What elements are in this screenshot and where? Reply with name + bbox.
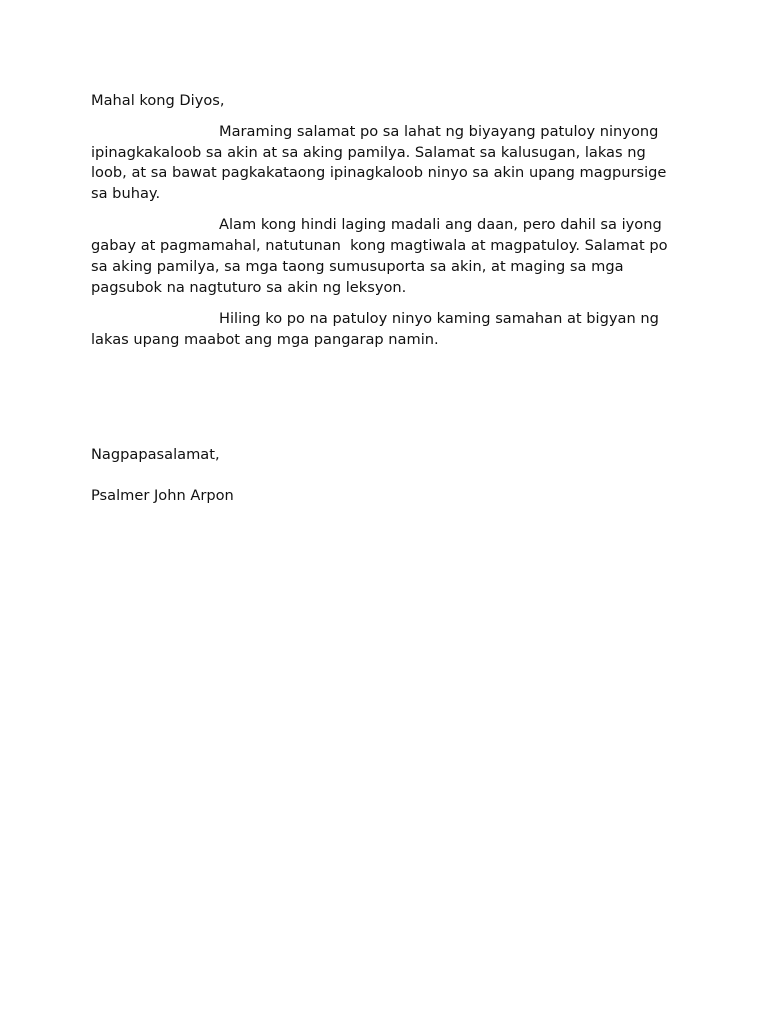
letter-salutation: Mahal kong Diyos, — [91, 92, 225, 109]
letter-signature: Psalmer John Arpon — [91, 487, 234, 504]
letter-paragraph-1: Maraming salamat po sa lahat ng biyayang patuloy ninyong ipinagkakaloob sa akin at sa aking pamilya. Salamat sa kalusugan, lakas ng loob, at sa bawat pagkakataong ipinagkaloob ninyo sa akin upang magpursige sa buhay. — [91, 122, 672, 203]
letter-paragraph-3: Hiling ko po na patuloy ninyo kaming samahan at bigyan ng lakas upang maabot ang mga pangarap namin. — [91, 310, 664, 348]
letter-body — [91, 91, 681, 361]
letter-paragraph-2: Alam kong hindi laging madali ang daan, pero dahil sa iyong gabay at pagmamahal, natutunan kong magtiwala at magpatuloy. Salamat po sa aking pamilya, sa mga taong sumusuporta sa akin, at maging sa mga pagsubok na nagtuturo sa akin ng leksyon. — [91, 216, 673, 296]
letter-closing: Nagpapasalamat, — [91, 446, 220, 463]
